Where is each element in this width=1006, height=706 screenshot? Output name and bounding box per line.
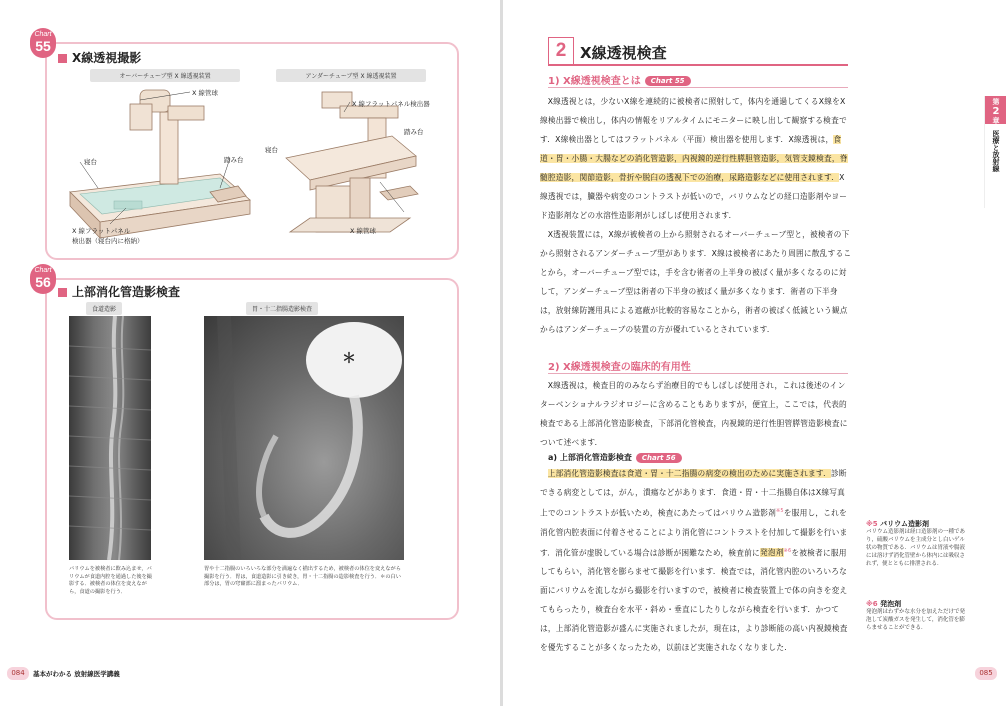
- caption-stomach: 胃や十二指腸のいろいろな部分を満遍なく描出するため，被検者の体位を変えながら撮影を行う．胃は，食道造影に引き続き，胃・十二指腸の造影検査を行う．＊の白い部分は，胃の穹窿部に溜まったバリウム．: [204, 566, 401, 587]
- subsection-2-rule: [548, 373, 848, 374]
- asterisk-marker: ＊: [342, 351, 356, 367]
- section-rule: [548, 64, 848, 66]
- subsection-2-heading: 2) X線透視検査の臨床的有用性: [548, 362, 691, 373]
- chapter-side-tab-label: 医療と放射線: [992, 130, 1000, 172]
- page-number-left: 084: [7, 667, 29, 680]
- callout-bed-right: 寝台: [265, 146, 278, 154]
- page-number-right: 085: [975, 667, 997, 680]
- section-number: 2: [548, 37, 574, 65]
- left-page: [0, 0, 500, 706]
- chart56-badge: Chart 56: [30, 264, 56, 294]
- callout-flat-panel-right: X 線フラットパネル検出器: [352, 100, 430, 108]
- callout-footrest-right: 踏み台: [404, 128, 424, 136]
- callout-xray-tube-left: X 線管球: [192, 89, 219, 97]
- section-title: X線透視検査: [580, 44, 667, 62]
- subsection-1-heading: 1) X線透視検査とは Chart 55: [548, 72, 691, 87]
- body-paragraph-1: X線透視とは，少ないX線を連続的に被検者に照射して，体内を通過してくるX線をX線検出器で検出し，体内の情報をリアルタイムにモニターに映し出して観察する検査です．X線検出器としてはフラットパネル（平面）検出器を使用します．X線透視は，食道・胃・小腸・大腸などの消化管造影，内視鏡的逆行性膵胆管造影，気管支鏡検査，脊髄腔造影，関節造影，骨折や脱臼の透視下での治療，尿路造影などに使用されます．X線透視では，臓器や病変のコントラストが低いので，バリウムなどの経口造影剤やヨード造影剤などの水溶性造影剤がしばしば使用されます． X透視装置には，X線が被検者の上から照射されるオーバーチューブ型と，被検者の下から照射されるアンダーチューブ型があります．X線は被検者にあたり周囲に散乱することから，オーバーチューブ型では，手を含む術者の上半身の被ばく量が多くなるのに対して，アンダーチューブ型は術者の下半身の被ばく量が多くなります．術者の下半身は，放射線防護用具による遮蔽が比較的容易なことから，術者の被ばく低減という観点からはアンダーチューブの装置の方が優れているとされています．: [540, 97, 852, 334]
- chapter-side-tab[interactable]: 第 2 章 医療と放射線: [984, 96, 1006, 208]
- stomach-xray-image: [204, 316, 404, 560]
- esophagus-tag: 食道造影: [86, 302, 122, 315]
- side-note-6: ※6 発泡剤 発泡剤はわずかな水分を加えただけで発泡して炭酸ガスを発生して，消化管を膨らませることができる．: [866, 600, 966, 631]
- body-paragraph-4: 上部消化管造影検査は食道・胃・十二指腸の病変の検出のために実施されます．診断できる病変としては，がん，潰瘍などがあります．食道・胃・十二指腸自体はX線写真上でのコントラストが低いため，検査にあたってはバリウム造影剤$^{※5}$を服用し，これを消化管内腔表面に付着させることにより消化管にコントラストを付加して撮影を行います．消化管が虚脱している場合は診断が困難なため，検査前に発泡剤$^{※6}$を被検者に服用してもらい，消化管を膨らませて撮影を行います．検査では，消化管内腔のいろいろな面にバリウムを流しながら撮影を行いますので，被検者に検査装置上で体の向きを変えてもらったり，検査台を水平・斜め・垂直にしたりしながら検査を行います．かつては，上部消化管造影が盛んに実施されましたが，現在は，より診断能の高い内視鏡検査を優先することが多くなったため，以前ほど実施されなくなりました．: [540, 469, 848, 653]
- over-tube-device-illustration: [60, 82, 260, 250]
- book-gutter: [500, 0, 503, 706]
- callout-xray-tube-right: X 線管球: [350, 227, 377, 235]
- side-note-5: ※5 バリウム造影剤 バリウム造影剤は経口造影剤の一種であり，硫酸バリウムを主成分とし白いゲル状の物質である．バリウムは胃液や腸液には溶けず消化管壁から体内には吸収されず，便とともに排泄される．: [866, 520, 966, 567]
- callout-flat-panel-left-1: X 線フラットパネル: [72, 227, 131, 235]
- chart55-title: X線透視撮影: [58, 49, 141, 66]
- chart56-ref-chip[interactable]: Chart 56: [636, 453, 682, 463]
- chart55-ref-chip[interactable]: Chart 55: [645, 76, 691, 86]
- subsection-a-heading: a) 上部消化管造影検査 Chart 56: [548, 452, 682, 463]
- book-footer: 基本がわかる 放射線医学講義: [33, 670, 120, 678]
- body-paragraph-3: X線透視は，検査目的のみならず治療目的でもしばしば使用され，これは後述のインターベンショナルラジオロジーに含めることもありますが，便宜上，ここでは，代表的検査である上部消化管造影検査，下部消化管検査，内視鏡的逆行性胆管膵管造影検査について述べます．: [540, 381, 848, 447]
- subsection-1-rule: [548, 87, 848, 88]
- callout-bed-left: 寝台: [84, 158, 97, 166]
- chart55-badge: Chart 55: [30, 28, 56, 58]
- stomach-tag: 胃・十二指腸造影検査: [246, 302, 318, 315]
- chart56-title: 上部消化管造影検査: [58, 283, 180, 300]
- caption-esophagus: バリウムを被検者に飲み込ませ，バリウムが食道内腔を通過した後を撮影する．被検者の体位を変えながら，食道の撮影を行う．: [69, 566, 152, 595]
- under-tube-tag: アンダーチューブ型 X 線透視装置: [276, 69, 426, 82]
- callout-footrest-left: 踏み台: [224, 156, 244, 164]
- callout-flat-panel-left-2: 検出器（寝台内に格納）: [72, 237, 144, 245]
- esophagus-xray-image: [69, 316, 151, 560]
- over-tube-tag: オーバーチューブ型 X 線透視装置: [90, 69, 240, 82]
